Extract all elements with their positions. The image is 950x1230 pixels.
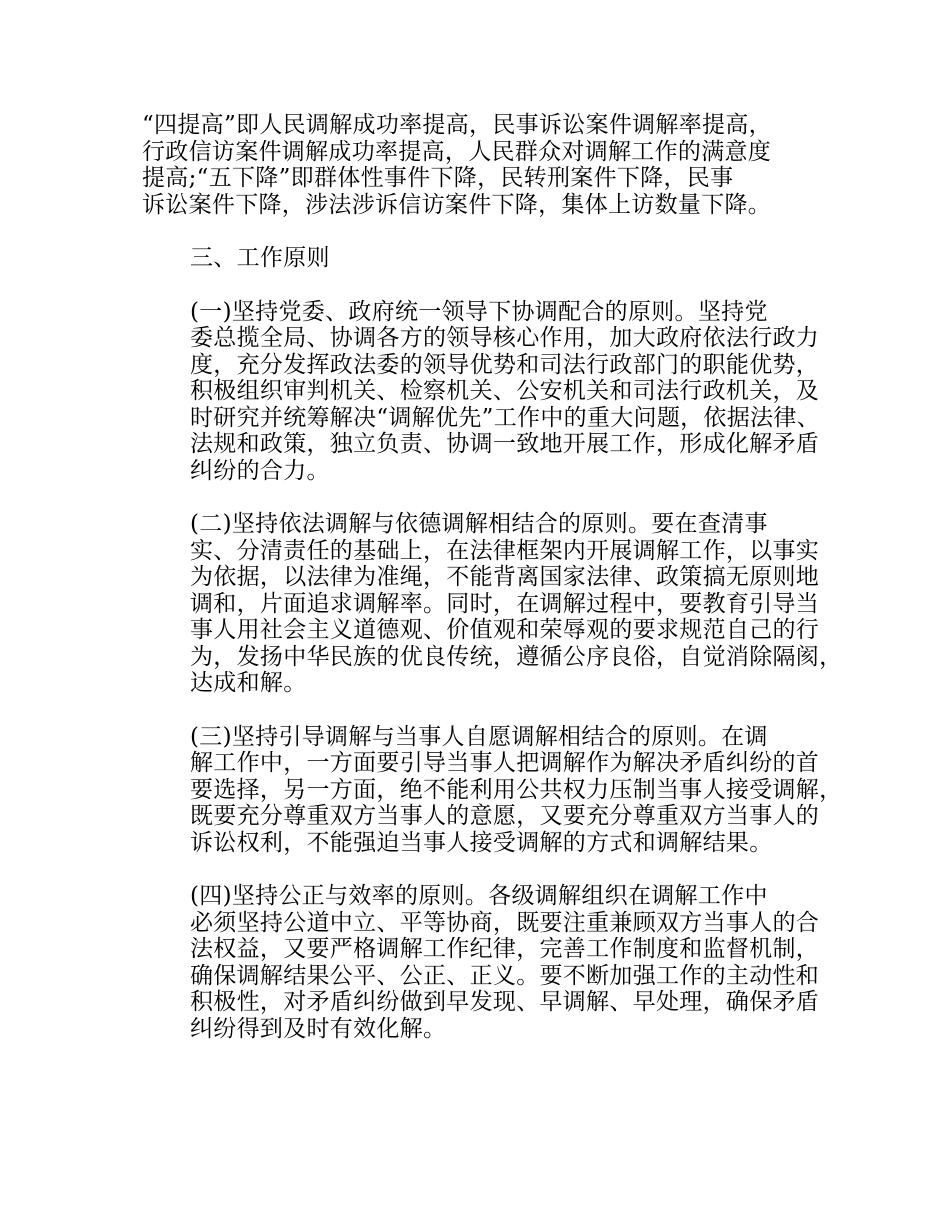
text-line: 法权益，又要严格调解工作纪律，完善工作制度和监督机制，	[190, 936, 820, 962]
text-line: 行政信访案件调解成功率提高，人民群众对调解工作的满意度	[142, 138, 772, 165]
text-line: 解工作中，一方面要引导当事人把调解作为解决矛盾纠纷的首	[190, 750, 820, 776]
text-line: 要选择，另一方面，绝不能利用公共权力压制当事人接受调解，	[190, 776, 843, 803]
text-line: 法规和政策，独立负责、协调一致地开展工作，形成化解矛盾	[190, 431, 820, 457]
text-line: 必须坚持公道中立、平等协商，既要注重兼顾双方当事人的合	[190, 909, 820, 936]
text-line: 时研究并统筹解决“调解优先”工作中的重大问题，依据法律、	[190, 404, 820, 431]
text-line: (三)坚持引导调解与当事人自愿调解相结合的原则。在调	[190, 723, 768, 750]
text-line: 实、分清责任的基础上，在法律框架内开展调解工作，以事实	[190, 537, 820, 564]
text-line: 积极组织审判机关、检察机关、公安机关和司法行政机关，及	[190, 378, 820, 404]
paragraph-principle-2	[142, 511, 843, 697]
paragraph-principle-4	[142, 883, 830, 1042]
text-line: “四提高”即人民调解成功率提高，民事诉讼案件调解率提高，	[142, 112, 772, 138]
text-line: 诉讼案件下降，涉法涉诉信访案件下降，集体上访数量下降。	[142, 191, 772, 218]
text-line: (四)坚持公正与效率的原则。各级调解组织在调解工作中	[190, 883, 768, 909]
text-line: 积极性，对矛盾纠纷做到早发现、早调解、早处理，确保矛盾	[190, 989, 820, 1015]
document-body	[142, 112, 843, 1069]
text-line: 达成和解。	[190, 670, 307, 696]
section-heading	[142, 245, 830, 272]
text-line: 确保调解结果公平、公正、正义。要不断加强工作的主动性和	[190, 962, 820, 989]
text-line: 委总揽全局、协调各方的领导核心作用，加大政府依法行政力	[190, 325, 820, 351]
text-line: (一)坚持党委、政府统一领导下协调配合的原则。坚持党	[190, 298, 768, 325]
text-line: 提高;“五下降”即群体性事件下降，民转刑案件下降，民事	[142, 165, 734, 191]
text-line: 度，充分发挥政法委的领导优势和司法行政部门的职能优势，	[190, 351, 820, 378]
text-line: 事人用社会主义道德观、价值观和荣辱观的要求规范自己的行	[190, 617, 820, 643]
text-line: 纠纷的合力。	[190, 457, 330, 484]
paragraph-four-improvements	[142, 112, 830, 218]
text-line: 既要充分尊重双方当事人的意愿，又要充分尊重双方当事人的	[190, 803, 820, 829]
text-line: 调和，片面追求调解率。同时，在调解过程中，要教育引导当	[190, 590, 820, 617]
text-line: (二)坚持依法调解与依德调解相结合的原则。要在查清事	[190, 511, 768, 537]
text-line: 为，发扬中华民族的优良传统，遵循公序良俗，自觉消除隔阂，	[190, 643, 843, 670]
paragraph-principle-3	[142, 723, 843, 857]
text-line: 纠纷得到及时有效化解。	[190, 1015, 447, 1042]
paragraph-principle-1	[142, 299, 830, 485]
text-line: 为依据，以法律为准绳，不能背离国家法律、政策搞无原则地	[190, 564, 820, 590]
text-line: 三、工作原则	[190, 245, 330, 271]
text-line: 诉讼权利，不能强迫当事人接受调解的方式和调解结果。	[190, 829, 773, 856]
